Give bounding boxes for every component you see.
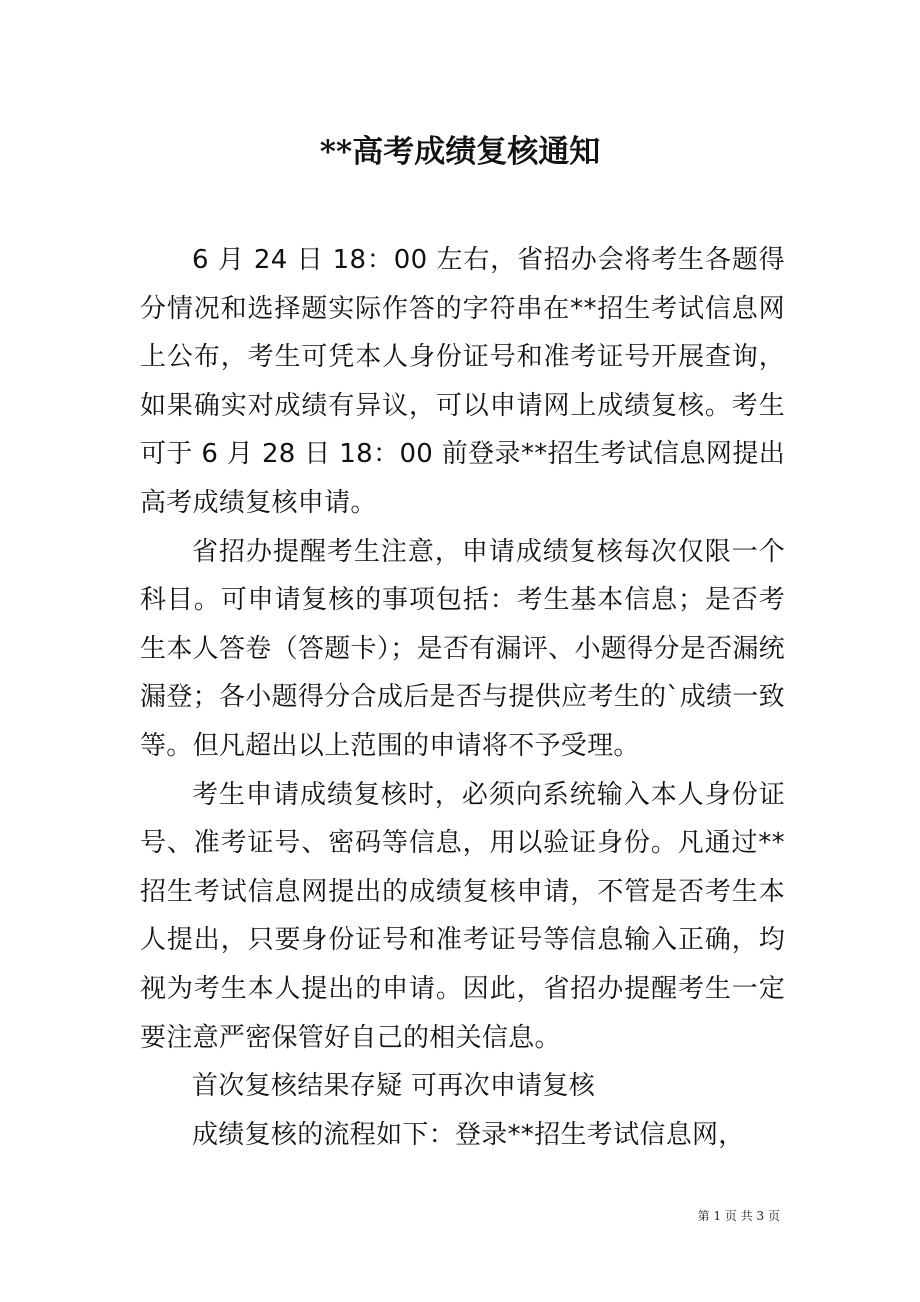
document-body (140, 236, 785, 1159)
document-title: **高考成绩复核通知 (319, 134, 601, 170)
paragraph-review-process: 成绩复核的流程如下：登录**招生考试信息网， (192, 1119, 745, 1150)
paragraph-review-scope: 省招办提醒考生注意，申请成绩复核每次仅限一个科目。可申请复核的事项包括：考生基本信息；是否考生本人答卷（答题卡）；是否有漏评、小题得分是否漏统漏登；各小题得分合成后是否与提供应考生的`成绩一致等。但凡超出以上范围的申请将不予受理。 (140, 536, 785, 761)
paragraph-identity-verification: 考生申请成绩复核时，必须向系统输入本人身份证号、准考证号、密码等信息，用以验证身份。凡通过**招生考试信息网提出的成绩复核申请，不管是否考生本人提出，只要身份证号和准考证号等信息输入正确，均视为考生本人提出的申请。因此，省招办提醒考生一定要注意严密保管好自己的相关信息。 (140, 779, 785, 1053)
paragraph-subheading-second-review: 首次复核结果存疑 可再次申请复核 (192, 1071, 596, 1102)
page-number-label: 第 1 页 共 3 页 (697, 1209, 780, 1223)
page-number-footer (698, 1208, 780, 1224)
paragraph-score-release: 6 月 24 日 18：00 左右，省招办会将考生各题得分情况和选择题实际作答的字符串在**招生考试信息网上公布，考生可凭本人身份证号和准考证号开展查询，如果确实对成绩有异议，可以申请网上成绩复核。考生可于 6 月 28 日 18：00 前登录**招生考试信息网提出高考成绩复核申请。 (140, 245, 785, 518)
